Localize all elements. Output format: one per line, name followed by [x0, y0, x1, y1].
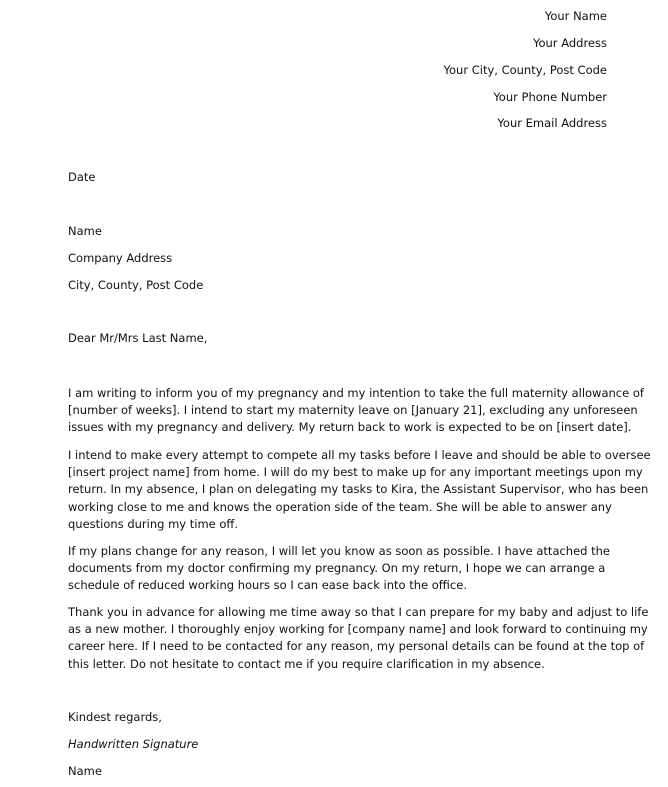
recipient-name: Name	[68, 224, 102, 238]
recipient-city: City, County, Post Code	[68, 278, 204, 292]
paragraph-line: questions during my time off.	[68, 516, 239, 531]
paragraph-line: working close to me and knows the operation side of the team. She will be able to answer any	[68, 499, 612, 514]
paragraph-line: return. In my absence, I plan on delegating my tasks to Kira, the Assistant Supervisor, who has been	[68, 482, 649, 497]
paragraph-line: career here. If I need to be contacted for any reason, my personal details can be found at the top of	[68, 639, 645, 654]
paragraph-line: schedule of reduced working hours so I can ease back into the office.	[68, 578, 467, 593]
paragraph-line: as a new mother. I thoroughly enjoy working for [company name] and look forward to continuing my	[68, 622, 648, 637]
body-paragraph-4	[68, 604, 649, 673]
body-paragraph-3	[68, 543, 616, 595]
body-paragraph-1	[68, 385, 644, 437]
paragraph-line: [number of weeks]. I intend to start my maternity leave on [January 21], excluding any unforeseen	[68, 403, 638, 418]
signature: Handwritten Signature	[68, 737, 199, 751]
paragraph-line: I intend to make every attempt to compete all my tasks before I leave and should be able to oversee	[68, 448, 651, 462]
paragraph-line: Thank you in advance for allowing me time away so that I can prepare for my baby and adjust to life	[68, 605, 649, 619]
sender-city: Your City, County, Post Code	[443, 63, 607, 77]
body-paragraph-2	[68, 447, 651, 533]
recipient-company-address: Company Address	[68, 251, 173, 265]
sender-phone: Your Phone Number	[493, 90, 607, 104]
sender-email: Your Email Address	[497, 116, 607, 130]
salutation: Dear Mr/Mrs Last Name,	[68, 331, 208, 345]
letter-date: Date	[68, 170, 96, 184]
closing: Kindest regards,	[68, 710, 162, 724]
paragraph-line: [insert project name] from home. I will do my best to make up for any important meetings upon my	[68, 465, 643, 480]
paragraph-line: I am writing to inform you of my pregnancy and my intention to take the full maternity allowance of	[68, 386, 644, 400]
paragraph-line: If my plans change for any reason, I will let you know as soon as possible. I have attached the	[68, 544, 610, 558]
paragraph-line: this letter. Do not hesitate to contact me if you require clarification in my absence.	[68, 656, 545, 671]
signer-name: Name	[68, 764, 102, 778]
sender-address: Your Address	[532, 36, 607, 50]
paragraph-line: documents from my doctor confirming my pregnancy. On my return, I hope we can arrange a	[68, 561, 606, 576]
sender-name: Your Name	[544, 9, 607, 23]
paragraph-line: issues with my pregnancy and delivery. My return back to work is expected to be on [insert date].	[68, 420, 632, 435]
